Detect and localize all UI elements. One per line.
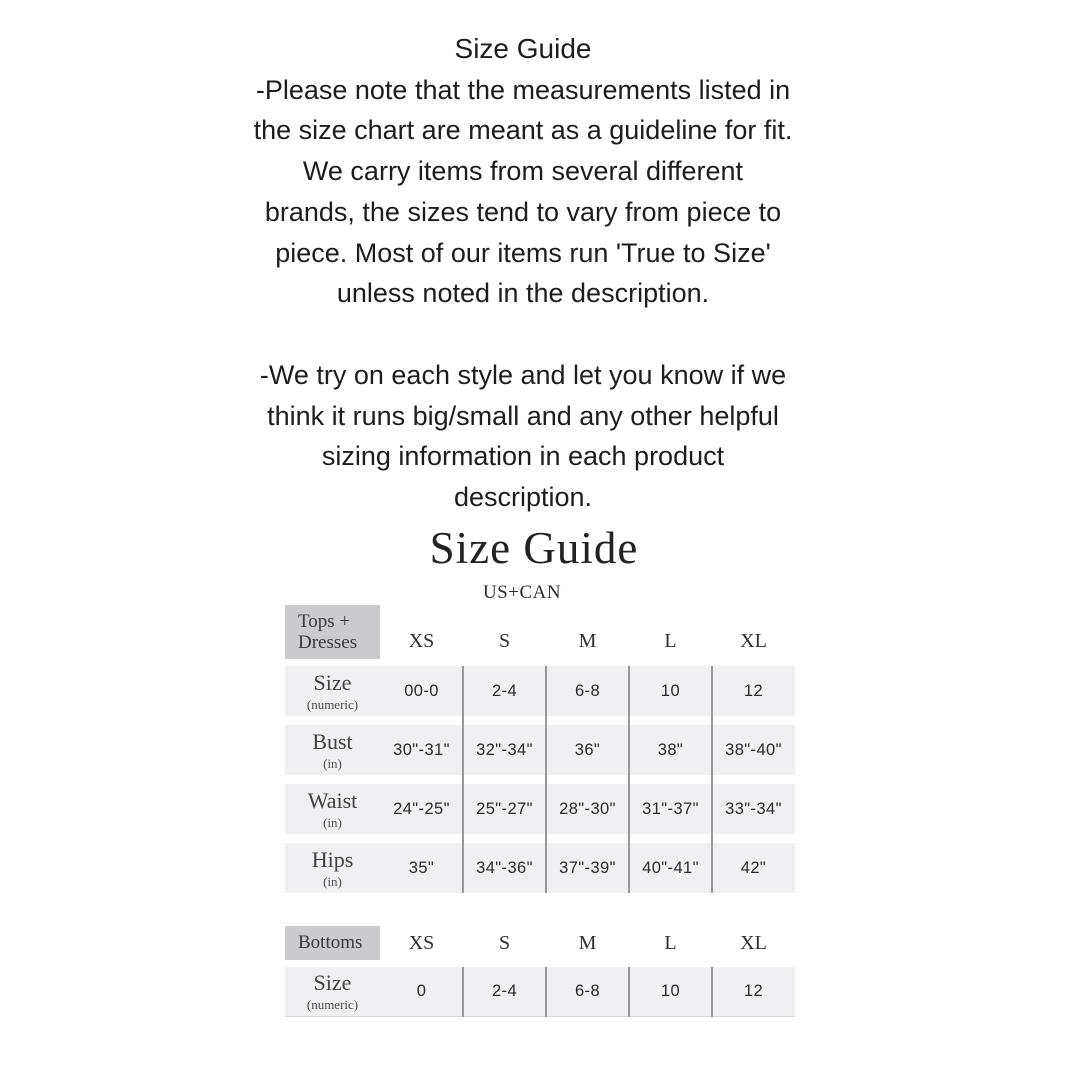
- row-sublabel: (numeric): [306, 696, 359, 712]
- cell-value: 36": [574, 740, 601, 759]
- intro-paragraph2-line: sizing information in each product: [321, 441, 725, 472]
- row-sublabel: (in): [323, 873, 342, 889]
- cell-value: 12: [743, 982, 764, 1000]
- row-label: Hips: [311, 846, 354, 872]
- intro-paragraph2-line: description.: [453, 482, 593, 513]
- tops-group-label-line: Dresses: [298, 632, 358, 653]
- intro-text-block: [0, 29, 1046, 518]
- column-divider: [462, 967, 464, 1017]
- tops-group-label-line: Tops +: [298, 610, 351, 632]
- row-label-cell: [285, 787, 380, 830]
- cell-value: 10: [660, 681, 681, 700]
- row-label-cell: [285, 972, 380, 1011]
- tops-rows: [285, 666, 795, 893]
- cell-value: 2-4: [491, 982, 518, 1000]
- size-column-header-l: L: [664, 630, 677, 652]
- column-divider: [628, 967, 630, 1017]
- intro-paragraph2-line: think it runs big/small and any other helpful: [267, 400, 779, 431]
- cell-value: 30"-31": [393, 740, 450, 759]
- intro-paragraph1-line: We carry items from several different: [302, 156, 744, 187]
- column-divider: [462, 666, 464, 893]
- size-column-header-s: S: [498, 931, 511, 954]
- cell-value: 2-4: [491, 681, 518, 700]
- intro-paragraph1-line: piece. Most of our items run 'True to Size': [275, 237, 771, 268]
- cell-value: 25"-27": [476, 799, 533, 818]
- row-label-cell: [285, 728, 380, 771]
- size-column-header-m: M: [578, 931, 597, 954]
- bottoms-group-box: [285, 926, 380, 960]
- cell-value: 10: [660, 982, 681, 1000]
- intro-paragraph2-line: -We try on each style and let you know if we: [259, 359, 787, 390]
- table-row-waist: [285, 784, 795, 834]
- cell-value: 38": [657, 740, 684, 759]
- column-divider: [545, 967, 547, 1017]
- table-row-size-numeric: [285, 666, 795, 716]
- cell-value: 37"-39": [559, 858, 616, 877]
- size-column-header-xs: XS: [408, 630, 435, 652]
- intro-paragraph1-line: unless noted in the description.: [336, 278, 710, 309]
- size-column-header-xl: XL: [740, 931, 767, 954]
- cell-value: 35": [408, 858, 435, 877]
- column-divider: [711, 967, 713, 1017]
- row-label-cell: [285, 669, 380, 712]
- cell-value: 28"-30": [559, 799, 616, 818]
- row-label: Size: [313, 970, 352, 995]
- bottoms-group-label: Bottoms: [298, 932, 363, 954]
- cell-value: 00-0: [404, 681, 439, 700]
- cell-value: 31"-37": [642, 799, 699, 818]
- cell-value: 12: [743, 681, 764, 700]
- intro-paragraph1-line: -Please note that the measurements listed in: [255, 74, 791, 105]
- row-label: Waist: [307, 787, 358, 813]
- size-column-header-xs: XS: [408, 931, 435, 954]
- page-title: Size Guide: [454, 33, 592, 64]
- row-sublabel: (in): [323, 814, 342, 830]
- bottoms-header-row: [285, 926, 795, 960]
- column-divider: [711, 666, 713, 893]
- paragraph-spacer: [0, 314, 1046, 355]
- cell-value: 24"-25": [393, 799, 450, 818]
- size-column-header-s: S: [498, 630, 511, 652]
- row-sublabel: (numeric): [306, 997, 359, 1012]
- row-sublabel: (in): [323, 755, 342, 771]
- cell-value: 38"-40": [725, 740, 782, 759]
- size-column-header-l: L: [664, 931, 677, 954]
- cell-value: 42": [740, 858, 767, 877]
- cell-value: 40"-41": [642, 858, 699, 877]
- table-row-size-numeric-bottoms: [285, 967, 795, 1017]
- size-guide-heading: Size Guide: [429, 523, 639, 573]
- row-label: Bust: [312, 728, 353, 754]
- tops-header-row: [285, 605, 795, 659]
- size-column-header-xl: XL: [740, 630, 767, 652]
- tops-group-box: [285, 605, 380, 659]
- intro-paragraph1-line: the size chart are meant as a guideline for fit.: [253, 115, 793, 146]
- column-divider: [628, 666, 630, 893]
- row-label: Size: [313, 669, 352, 695]
- cell-value: 33"-34": [725, 799, 782, 818]
- table-row-bust: [285, 725, 795, 775]
- size-column-header-m: M: [578, 630, 597, 652]
- size-chart: [285, 605, 795, 1026]
- cell-value: 6-8: [574, 681, 601, 700]
- region-label: US+CAN: [482, 582, 562, 603]
- column-divider: [545, 666, 547, 893]
- cell-value: 0: [416, 982, 427, 1000]
- intro-paragraph1-line: brands, the sizes tend to vary from piece to: [264, 196, 782, 227]
- bottoms-rows: [285, 967, 795, 1017]
- cell-value: 34"-36": [476, 858, 533, 877]
- row-label-cell: [285, 846, 380, 889]
- cell-value: 32"-34": [476, 740, 533, 759]
- table-row-hips: [285, 843, 795, 893]
- cell-value: 6-8: [574, 982, 601, 1000]
